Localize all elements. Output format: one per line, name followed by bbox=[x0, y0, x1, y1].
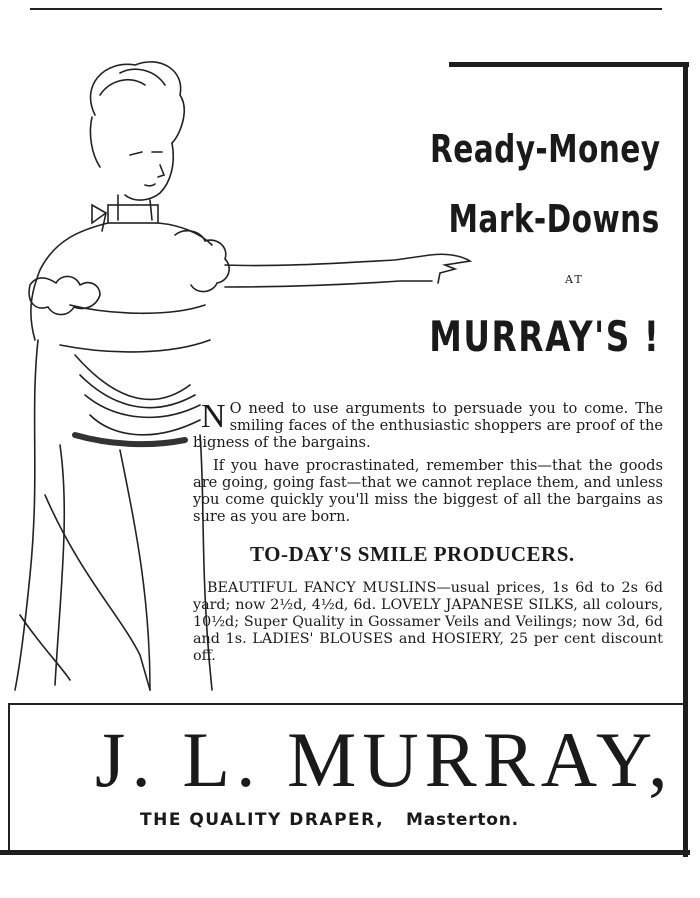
headline-mark-downs: Mark-Downs bbox=[448, 197, 660, 241]
tagline-town: Masterton. bbox=[406, 810, 519, 830]
intro-rest: The smiling faces of the enthusiastic shoppers are proof of the bigness of the bargains. bbox=[193, 400, 663, 451]
tagline bbox=[140, 810, 519, 830]
store-name: J. L. MURRAY, bbox=[95, 716, 674, 803]
top-rule bbox=[30, 8, 662, 10]
section-heading: TO-DAY'S SMILE PRODUCERS. bbox=[250, 542, 575, 566]
intro-paragraph bbox=[193, 400, 663, 451]
procrastinate-paragraph: If you have procrastinated, remember this—that the goods are going, going fast—that we cannot replace them, and unless you come quickly you'll miss the biggest of all the bargains as sure as you are born. bbox=[193, 457, 663, 525]
header-bar bbox=[449, 62, 689, 67]
drop-cap: N bbox=[201, 398, 226, 435]
tagline-draper: THE QUALITY DRAPER, bbox=[140, 810, 385, 830]
headline-murrays: MURRAY'S ! bbox=[428, 312, 660, 361]
bottom-bar bbox=[0, 850, 690, 855]
left-border bbox=[8, 703, 10, 853]
bargains-paragraph: BEAUTIFUL FANCY MUSLINS—usual prices, 1s 6d to 2s 6d yard; now 2½d, 4½d, 6d. LOVELY JAPANESE SILKS, all colours, 10½d; Super Quality in Gossamer Veils and Veilings; now 3d, 6d and 1s. LADIES' BLOUSES and HOSIERY, 25 per cent discount off. bbox=[193, 580, 663, 664]
divider-line bbox=[8, 703, 684, 705]
headline-ready-money: Ready-Money bbox=[429, 127, 660, 171]
right-border bbox=[683, 62, 688, 857]
intro-lead: O need to use arguments to persuade you to come. bbox=[229, 400, 629, 417]
headline-at: AT bbox=[565, 273, 584, 286]
